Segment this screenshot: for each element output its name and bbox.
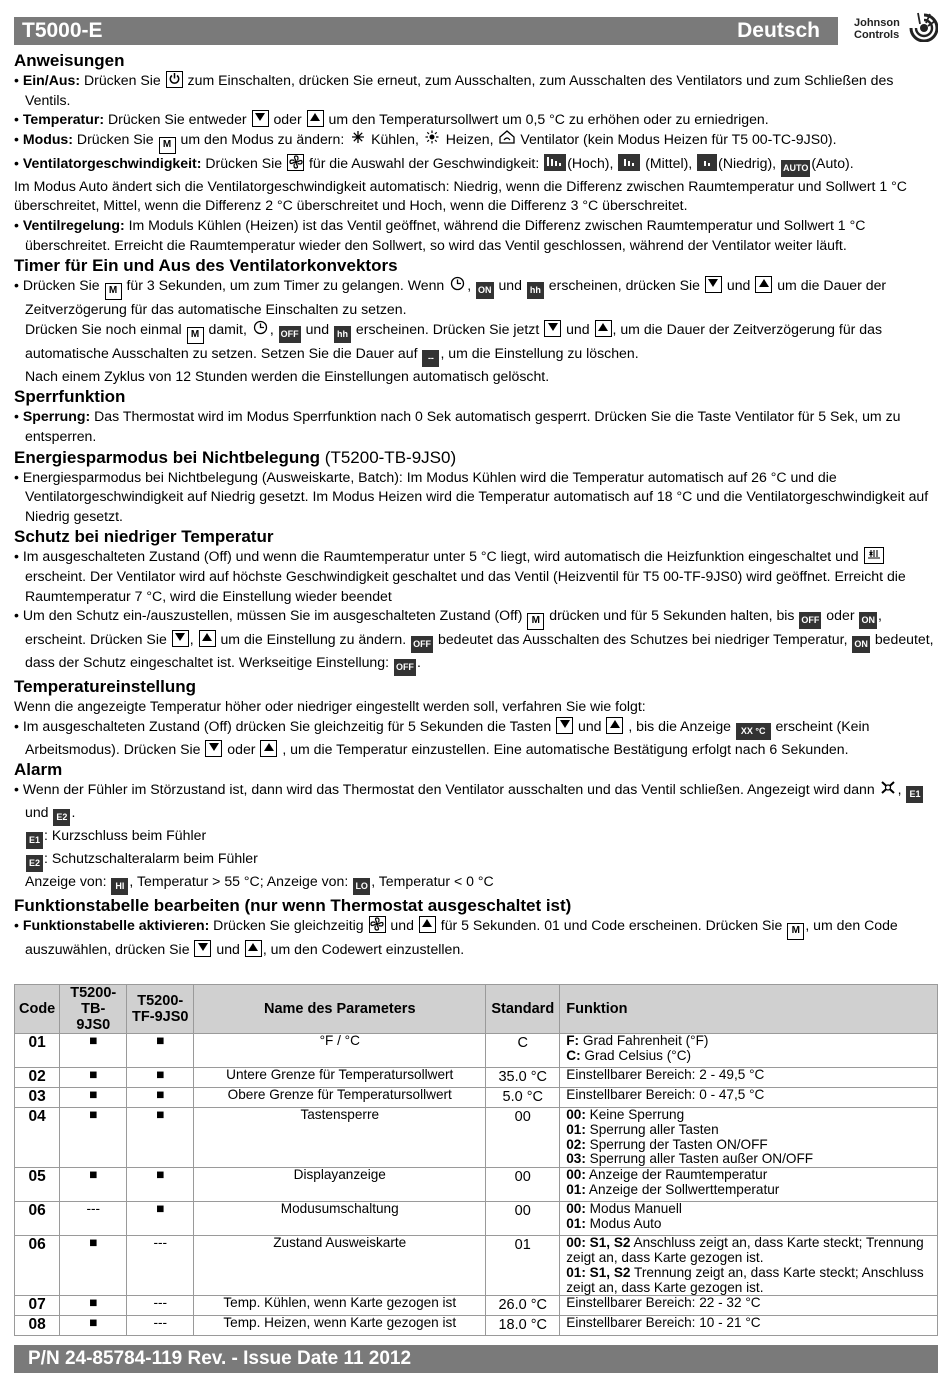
cell-tb: ■ [60,1236,127,1296]
cell-tb: ■ [60,1316,127,1336]
alarm-e2: E2 : Schutzschalteralarm beim Fühler [14,849,938,872]
cell-funktion [560,1108,938,1168]
table-body [15,1034,938,1336]
e1-display-icon: E1 [26,832,43,849]
cell-funktion [560,1088,938,1108]
off-display-icon: OFF [279,326,301,343]
bullet-funktionstabelle: • Funktionstabelle aktivieren: Drücken Sie gleichzeitig und für 5 Sekunden. 01 und Code erscheinen. Drücken Sie M , um den Code auszuwählen, drücken Sie und , um den Codewert einzustellen. [14,917,898,958]
speed-low-icon [697,154,717,171]
up-arrow-icon [199,630,216,647]
on-display-icon: ON [476,282,494,299]
section-title-funktionstabelle: Funktionstabelle bearbeiten (nur wenn Thermostat ausgeschaltet ist) [14,896,572,916]
off-display-icon: OFF [799,612,821,629]
cell-code: 04 [15,1108,60,1168]
bullet-schutz-toggle: • Um den Schutz ein-/auszustellen, müssen Sie im ausgeschalteten Zustand (Off) M drücken und für 5 Sekunden halten, bis OFF oder ON , erscheint. Drücken Sie , um die Einstellung zu ändern. OFF bedeutet das Ausschalten des Schutzes bei niedriger Temperatur, ON bedeutet, dass der Schutz eingeschaltet ist. Werkseitige Einstellung: OFF . [14,606,938,676]
table-row [15,1236,938,1296]
cell-name: Modusumschaltung [194,1202,486,1236]
e2-display-icon: E2 [26,855,43,872]
funktion-line: 01: Sperrung aller Tasten [566,1121,719,1137]
cell-funktion [560,1068,938,1088]
snowflake-icon [349,130,366,147]
cell-tf: ■ [127,1068,194,1088]
funktion-line: Einstellbarer Bereich: 10 - 21 °C [566,1315,761,1331]
cell-tb: ■ [60,1168,127,1202]
funktion-line: Einstellbarer Bereich: 2 - 49,5 °C [566,1067,765,1082]
bullet-modus: • Modus: Drücken Sie M um den Modus zu ändern: Kühlen, Heizen, Ventilator (kein Modus Heizen für T5 00-TC-9JS0). [14,130,938,154]
speed-medium-icon [618,154,640,171]
speed-auto-icon: AUTO [781,160,810,177]
alarm-hi-lo: Anzeige von: HI , Temperatur > 55 °C; Anzeige von: LO , Temperatur < 0 °C [14,872,938,895]
cell-funktion [560,1202,938,1236]
down-arrow-icon [205,740,222,757]
section-title-alarm: Alarm [14,760,63,780]
cell-standard: 18.0 °C [486,1316,560,1336]
hi-display-icon: HI [111,878,128,895]
cell-tf: ■ [127,1034,194,1068]
fault-icon [880,780,897,797]
cell-tb: ■ [60,1296,127,1316]
cell-name: °F / °C [194,1034,486,1068]
funktion-line: Einstellbarer Bereich: 0 - 47,5 °C [566,1087,765,1102]
mode-m-icon: M [105,283,122,300]
logo-line2: Controls [854,29,900,41]
auto-mode-paragraph: Im Modus Auto ändert sich die Ventilatorgeschwindigkeit automatisch: Niedrig, wenn die Differenz zwischen Raumtemperatur und Sollwert 1 °C überschreitet, Mittel, wenn die Differenz 2 °C überschreitet und Hoch, wenn die Differenz 3 °C überschreitet. [14,177,907,214]
cell-tb: ■ [60,1088,127,1108]
cell-code: 06 [15,1236,60,1296]
bullet-sperrung: • Sperrung: Das Thermostat wird im Modus Sperrfunktion nach 0 Sek automatisch gesperrt. Drücken Sie die Taste Ventilator für 5 Sek, um zu entsperren. [14,408,901,444]
cell-name: Zustand Ausweiskarte [194,1236,486,1296]
bullet-ventilatorgeschwindigkeit: • Ventilatorgeschwindigkeit: Drücken Sie für die Auswahl der Geschwindigkeit: (Hoch), (Mittel), (Niedrig), AUTO (Auto). [14,154,938,177]
cell-code: 06 [15,1202,60,1236]
lo-display-icon: LO [353,878,370,895]
funktion-line: 01: Anzeige der Sollwerttemperatur [566,1181,780,1197]
table-row [15,1202,938,1236]
funktion-line: C: Grad Celsius (°C) [566,1047,692,1063]
table-row [15,1088,938,1108]
up-arrow-icon [419,916,436,933]
table-row [15,1034,938,1068]
funktion-line: 03: Sperrung aller Tasten außer ON/OFF [566,1151,814,1167]
funktion-line: 02: Sperrung der Tasten ON/OFF [566,1136,768,1152]
col-tb: T5200-TB-9JS0 [60,985,127,1034]
cell-funktion [560,1236,938,1296]
cell-funktion [560,1034,938,1068]
cell-standard: C [486,1034,560,1068]
section-title-anweisungen: Anweisungen [14,51,125,70]
sun-icon [424,130,441,147]
up-arrow-icon [245,940,262,957]
funktion-line: Einstellbarer Bereich: 22 - 32 °C [566,1295,761,1311]
cell-tf: --- [127,1316,194,1336]
cell-tb: ■ [60,1108,127,1168]
mode-m-icon: M [527,613,544,630]
section-title-sperrfunktion: Sperrfunktion [14,387,126,407]
col-funktion: Funktion [560,985,938,1034]
mode-m-icon: M [787,923,804,940]
funktion-line: 00: Modus Manuell [566,1201,682,1217]
section-title-energiesparmodus: Energiesparmodus bei Nichtbelegung (T5200-TB-9JS0) [14,447,457,467]
section-title-timer: Timer für Ein und Aus des Ventilatorkonvektors [14,256,398,276]
fan-icon [287,154,304,171]
cell-funktion [560,1316,938,1336]
model-title: T5000-E [22,19,103,42]
section-title-temperatureinstellung: Temperatureinstellung [14,677,196,697]
page-footer [14,1345,938,1373]
bullet-ventilregelung: • Ventilregelung: Im Moduls Kühlen (Heizen) ist das Ventil geöffnet, während die Differenz zwischen Raumtemperatur und Sollwert 1 °C überschreitet. Erreicht die Raumtemperatur wieder den Sollwert, so wird das Ventil geschlossen, während der Ventilator weiter läuft. [14,216,866,253]
part-number: P/N 24-85784-119 Rev. - Issue Date 11 2012 [28,1348,412,1369]
cell-code: 07 [15,1296,60,1316]
funktion-line: F: Grad Fahrenheit (°F) [566,1033,709,1048]
e2-display-icon: E2 [53,809,70,826]
speed-high-icon [544,154,566,171]
down-arrow-icon [172,630,189,647]
alarm-e1: E1 : Kurzschluss beim Fühler [14,826,938,849]
cell-code: 03 [15,1088,60,1108]
up-arrow-icon [260,740,277,757]
up-arrow-icon [755,276,772,293]
cell-tb: --- [60,1202,127,1236]
bullet-schutz-auto: • Im ausgeschalteten Zustand (Off) und wenn die Raumtemperatur unter 5 °C liegt, wird automatisch die Heizfunktion eingeschaltet und erscheint. Der Ventilator wird auf höchste Geschwindigkeit geschaltet und das Ventil (Heizventil für T5 00-TF-9JS0) wird geöffnet. Erreicht die Raumtemperatur 7 °C, wird die Einstellung wieder beendet [14,548,906,604]
cell-name: Obere Grenze für Temperatursollwert [194,1088,486,1108]
clock-icon [252,320,269,337]
cell-name: Temp. Kühlen, wenn Karte gezogen ist [194,1296,486,1316]
bullet-ein-aus: • Ein/Aus: Drücken Sie zum Einschalten, drücken Sie erneut, zum Ausschalten, zum Ausschalten des Ventilators und zum Schließen des Ventils. [14,72,894,108]
hh-display-icon: hh [334,326,351,343]
e1-display-icon: E1 [906,786,923,803]
off-display-icon: OFF [394,659,416,676]
on-display-icon: ON [859,612,877,629]
table-row [15,1168,938,1202]
cell-name: Untere Grenze für Temperatursollwert [194,1068,486,1088]
funktion-line: 00: Keine Sperrung [566,1107,685,1122]
col-name: Name des Parameters [194,985,486,1034]
cell-name: Displayanzeige [194,1168,486,1202]
table-header-row [15,985,938,1034]
mode-m-icon: M [187,327,204,344]
cell-code: 08 [15,1316,60,1336]
dash-display-icon: -- [422,350,439,367]
col-code: Code [15,985,60,1034]
cell-tf: ■ [127,1088,194,1108]
on-display-icon: ON [852,636,870,653]
table-row [15,1068,938,1088]
power-icon [166,71,183,88]
table-row [15,1296,938,1316]
temperatureinstellung-intro: Wenn die angezeigte Temperatur höher oder niedriger eingestellt werden soll, verfahren Sie wie folgt: [14,698,646,715]
down-arrow-icon [556,717,573,734]
down-arrow-icon [544,320,561,337]
cell-tf: --- [127,1236,194,1296]
funktion-line: 01: Modus Auto [566,1215,662,1231]
cell-tf: ■ [127,1168,194,1202]
cell-tf: --- [127,1296,194,1316]
cell-tb: ■ [60,1068,127,1088]
cell-tf: ■ [127,1108,194,1168]
frost-protection-icon [864,547,884,564]
cell-code: 01 [15,1034,60,1068]
cell-standard: 00 [486,1202,560,1236]
mode-m-icon: M [159,137,176,154]
cell-code: 05 [15,1168,60,1202]
down-arrow-icon [705,276,722,293]
funktion-line: 01: S1, S2 Trennung zeigt an, dass Karte steckt; Anschluss zeigt an, dass Karte gezogen ist. [566,1264,924,1295]
bullet-alarm: • Wenn der Fühler im Störzustand ist, dann wird das Thermostat den Ventilator ausschalten und das Ventil schließen. Angezeigt wird dann , E1 und E2 . [14,780,938,826]
timer-off-text: Drücken Sie noch einmal M damit, , OFF und hh erscheinen. Drücken Sie jetzt und , um die Dauer der Zeitverzögerung für das automatische Ausschalten zu setzen. Setzen Sie die Dauer auf -- , um die Einstellung zu löschen. [14,320,938,367]
timer-cycle-text: Nach einem Zyklus von 12 Stunden werden die Einstellungen automatisch gelöscht. [25,367,550,384]
up-arrow-icon [606,717,623,734]
cell-standard: 26.0 °C [486,1296,560,1316]
col-standard: Standard [486,985,560,1034]
bullet-temperatureinstellung: • Im ausgeschalteten Zustand (Off) drücken Sie gleichzeitig für 5 Sekunden die Tasten und , bis die Anzeige XX °C erscheint (Kein Arbeitsmodus). Drücken Sie oder , um die Temperatur einzustellen. Eine automatische Bestätigung erfolgt nach 6 Sekunden. [14,717,870,757]
fan-icon [369,916,386,933]
bullet-energiesparmodus: • Energiesparmodus bei Nichtbelegung (Ausweiskarte, Batch): Im Modus Kühlen wird die Temperatur automatisch auf 26 °C und die Ventilatorgeschwindigkeit auf Niedrig gesetzt. Im Modus Heizen wird die Temperatur automatisch auf 18 °C und die Ventilatorgeschwindigkeit auf Niedrig gesetzt. [14,468,929,524]
clock-icon [449,276,466,293]
cell-standard: 35.0 °C [486,1068,560,1088]
logo-line1: Johnson [854,17,900,29]
instructions [14,50,938,960]
cell-standard: 5.0 °C [486,1088,560,1108]
cell-standard: 00 [486,1168,560,1202]
cell-standard: 01 [486,1236,560,1296]
cell-standard: 00 [486,1108,560,1168]
cell-tf: ■ [127,1202,194,1236]
hh-display-icon: hh [527,282,544,299]
cell-name: Temp. Heizen, wenn Karte gezogen ist [194,1316,486,1336]
cell-name: Tastensperre [194,1108,486,1168]
col-tf: T5200-TF-9JS0 [127,985,194,1034]
up-arrow-icon [595,320,612,337]
section-title-schutz: Schutz bei niedriger Temperatur [14,527,274,547]
timer-on-text: • Drücken Sie M für 3 Sekunden, um zum Timer zu gelangen. Wenn , ON und hh erscheinen, drücken Sie und um die Dauer der Zeitverzögerung für das automatische Einschalten zu setzen. [14,277,887,318]
bullet-temperatur: • Temperatur: Drücken Sie entweder oder um den Temperatursollwert um 0,5 °C zu erhöhen oder zu erniedrigen. [14,111,769,128]
off-display-icon: OFF [411,636,433,653]
language-label: Deutsch [737,19,820,42]
cell-tb: ■ [60,1034,127,1068]
brand-logo [852,12,938,46]
cell-funktion [560,1296,938,1316]
table-row [15,1108,938,1168]
funktion-line: 00: Anzeige der Raumtemperatur [566,1167,768,1183]
funktion-line: 00: S1, S2 Anschluss zeigt an, dass Karte steckt; Trennung zeigt an, dass Karte gezogen ist. [566,1235,924,1265]
up-arrow-icon [307,110,324,127]
down-arrow-icon [252,110,269,127]
cell-funktion [560,1168,938,1202]
down-arrow-icon [194,940,211,957]
cell-code: 02 [15,1068,60,1088]
logo-swirl-icon [906,12,938,42]
page-header [14,17,838,45]
xx-celsius-display-icon: XX °C [736,723,771,740]
function-table [14,984,938,1336]
fan-house-icon [498,130,515,147]
table-row [15,1316,938,1336]
